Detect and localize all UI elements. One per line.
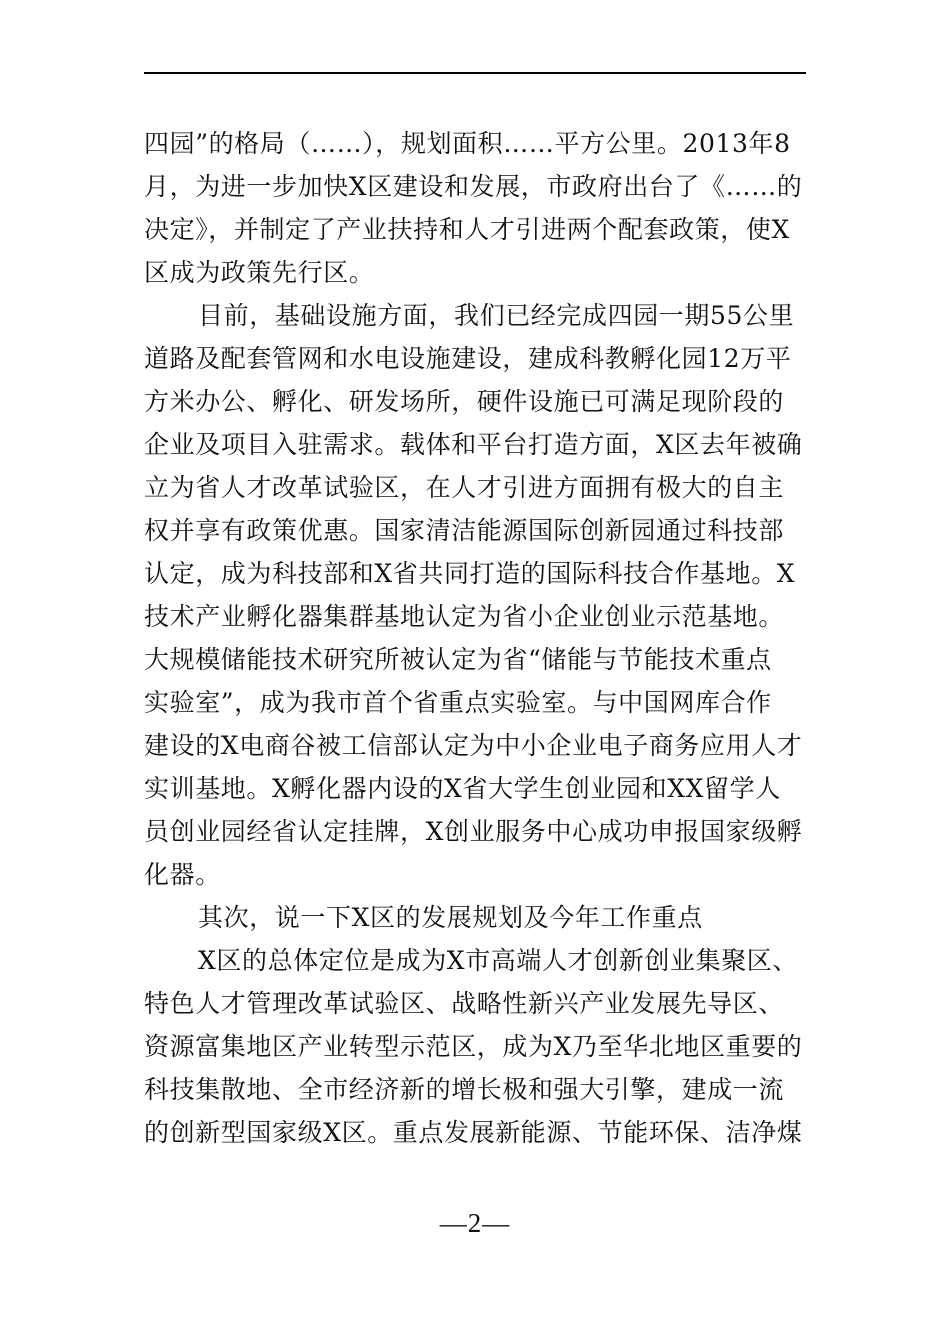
text-line: 的创新型国家级X区。重点发展新能源、节能环保、洁净煤 [144, 1118, 803, 1147]
text-line: 区成为政策先行区。 [144, 258, 375, 287]
paragraph-first-line: 目前，基础设施方面，我们已经完成四园一期55公里 [198, 301, 795, 330]
text-line: 科技集散地、全市经济新的增长极和强大引擎，建成一流 [144, 1075, 785, 1104]
text-line: 企业及项目入驻需求。载体和平台打造方面，X区去年被确 [144, 430, 803, 459]
text-line: 决定》，并制定了产业扶持和人才引进两个配套政策，使X [144, 215, 790, 244]
text-line: 月，为进一步加快X区建设和发展，市政府出台了《……的 [144, 172, 803, 201]
text-line: 员创业园经省认定挂牌，X创业服务中心成功申报国家级孵 [144, 817, 803, 846]
text-line: 资源富集地区产业转型示范区，成为X乃至华北地区重要的 [144, 1032, 803, 1061]
text-line: 认定，成为科技部和X省共同打造的国际科技合作基地。X [144, 559, 796, 588]
text-line: 实训基地。X孵化器内设的X省大学生创业园和XX留学人 [144, 774, 781, 803]
text-line: 方米办公、孵化、研发场所，硬件设施已可满足现阶段的 [144, 387, 785, 416]
text-line: 技术产业孵化器集群基地认定为省小企业创业示范基地。 [144, 602, 785, 631]
paragraph-first-line: X区的总体定位是成为X市高端人才创新创业集聚区、 [198, 946, 798, 975]
page-number: —2— [439, 1208, 511, 1238]
text-line: 实验室”，成为我市首个省重点实验室。与中国网库合作 [144, 688, 772, 717]
text-line: 道路及配套管网和水电设施建设，建成科教孵化园12万平 [144, 344, 792, 373]
text-line: 建设的X电商谷被工信部认定为中小企业电子商务应用人才 [144, 731, 803, 760]
text-line: 特色人才管理改革试验区、战略性新兴产业发展先导区、 [144, 989, 785, 1018]
section-heading-line: 其次，说一下X区的发展规划及今年工作重点 [198, 903, 703, 932]
text-line: 立为省人才改革试验区，在人才引进方面拥有极大的自主 [144, 473, 785, 502]
text-line: 权并享有政策优惠。国家清洁能源国际创新园通过科技部 [144, 516, 785, 545]
header-rule [144, 72, 806, 74]
text-line: 四园”的格局（……），规划面积……平方公里。2013年8 [144, 129, 791, 158]
text-line: 大规模储能技术研究所被认定为省“储能与节能技术重点 [144, 645, 772, 674]
text-line: 化器。 [144, 860, 221, 889]
body-text [144, 122, 806, 1154]
